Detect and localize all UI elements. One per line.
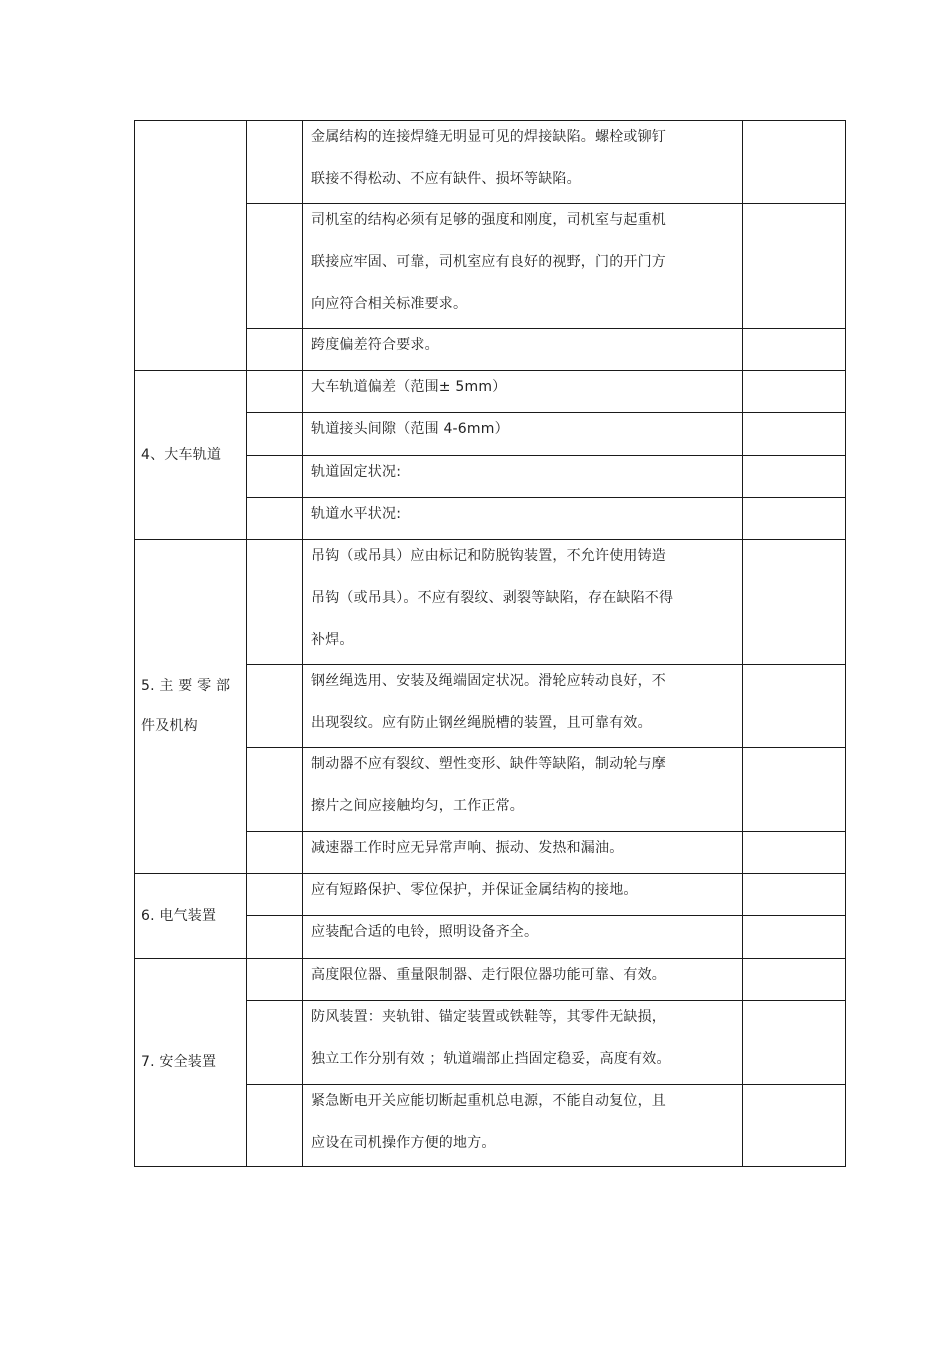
row-divider [246, 1000, 845, 1001]
item-text: 吊钩（或吊具）应由标记和防脱钩装置，不允许使用铸造 [311, 548, 666, 564]
item-text: 紧急断电开关应能切断起重机总电源，不能自动复位，且 [311, 1093, 666, 1109]
item-text: 轨道水平状况: [311, 506, 402, 522]
item-text: 减速器工作时应无异常声响、振动、发热和漏油。 [311, 840, 624, 856]
section-label: 4、大车轨道 [141, 446, 222, 463]
section-label: 件及机构 [141, 718, 198, 734]
row-divider [246, 455, 845, 456]
column-divider [246, 120, 247, 1166]
row-divider [246, 497, 845, 498]
item-text: 钢丝绳选用、安装及绳端固定状况。滑轮应转动良好，不 [311, 673, 666, 689]
item-text: 出现裂纹。应有防止钢丝绳脱槽的装置，且可靠有效。 [311, 715, 652, 731]
item-text: 高度限位器、重量限制器、走行限位器功能可靠、有效。 [311, 967, 666, 983]
section-label: 6. 电气装置 [141, 907, 217, 924]
item-text: 擦片之间应接触均匀，工作正常。 [311, 798, 524, 814]
row-divider [246, 1084, 845, 1085]
item-text: 制动器不应有裂纹、塑性变形、缺件等缺陷，制动轮与摩 [311, 756, 666, 772]
section-divider [134, 539, 845, 540]
section-label: 5. 主 要 零 部 [141, 678, 231, 694]
row-divider [246, 664, 845, 665]
item-text: 联接应牢固、可靠，司机室应有良好的视野，门的开门方 [311, 254, 666, 270]
row-divider [246, 915, 845, 916]
item-text: 应设在司机操作方便的地方。 [311, 1135, 496, 1151]
column-divider [742, 120, 743, 1166]
item-text: 联接不得松动、不应有缺件、损坏等缺陷。 [311, 171, 581, 187]
item-text: 防风装置：夹轨钳、锚定装置或铁鞋等，其零件无缺损， [311, 1009, 666, 1025]
section-divider [134, 370, 845, 371]
item-text: 轨道接头间隙（范围 4-6mm） [311, 421, 509, 437]
section-divider [134, 873, 845, 874]
item-text: 司机室的结构必须有足够的强度和刚度，司机室与起重机 [311, 212, 666, 228]
column-divider [302, 120, 303, 1166]
row-divider [246, 328, 845, 329]
row-divider [246, 831, 845, 832]
item-text: 金属结构的连接焊缝无明显可见的焊接缺陷。螺栓或铆钉 [311, 129, 666, 145]
item-text: 吊钩（或吊具）。不应有裂纹、剥裂等缺陷，存在缺陷不得 [311, 590, 674, 606]
section-label: 7. 安全装置 [141, 1054, 217, 1070]
section-divider [134, 958, 845, 959]
item-text: 向应符合相关标准要求。 [311, 296, 468, 312]
row-divider [246, 747, 845, 748]
item-text: 补焊。 [311, 632, 354, 648]
item-text: 轨道固定状况: [311, 464, 402, 480]
row-divider [246, 203, 845, 204]
item-text: 独立工作分别有效 ；轨道端部止挡固定稳妥，高度有效。 [311, 1051, 671, 1067]
item-text: 大车轨道偏差（范围± 5mm） [311, 379, 507, 395]
item-text: 跨度偏差符合要求。 [311, 337, 439, 353]
item-text: 应有短路保护、零位保护，并保证金属结构的接地。 [311, 882, 638, 898]
row-divider [246, 412, 845, 413]
item-text: 应装配合适的电铃，照明设备齐全。 [311, 924, 539, 940]
